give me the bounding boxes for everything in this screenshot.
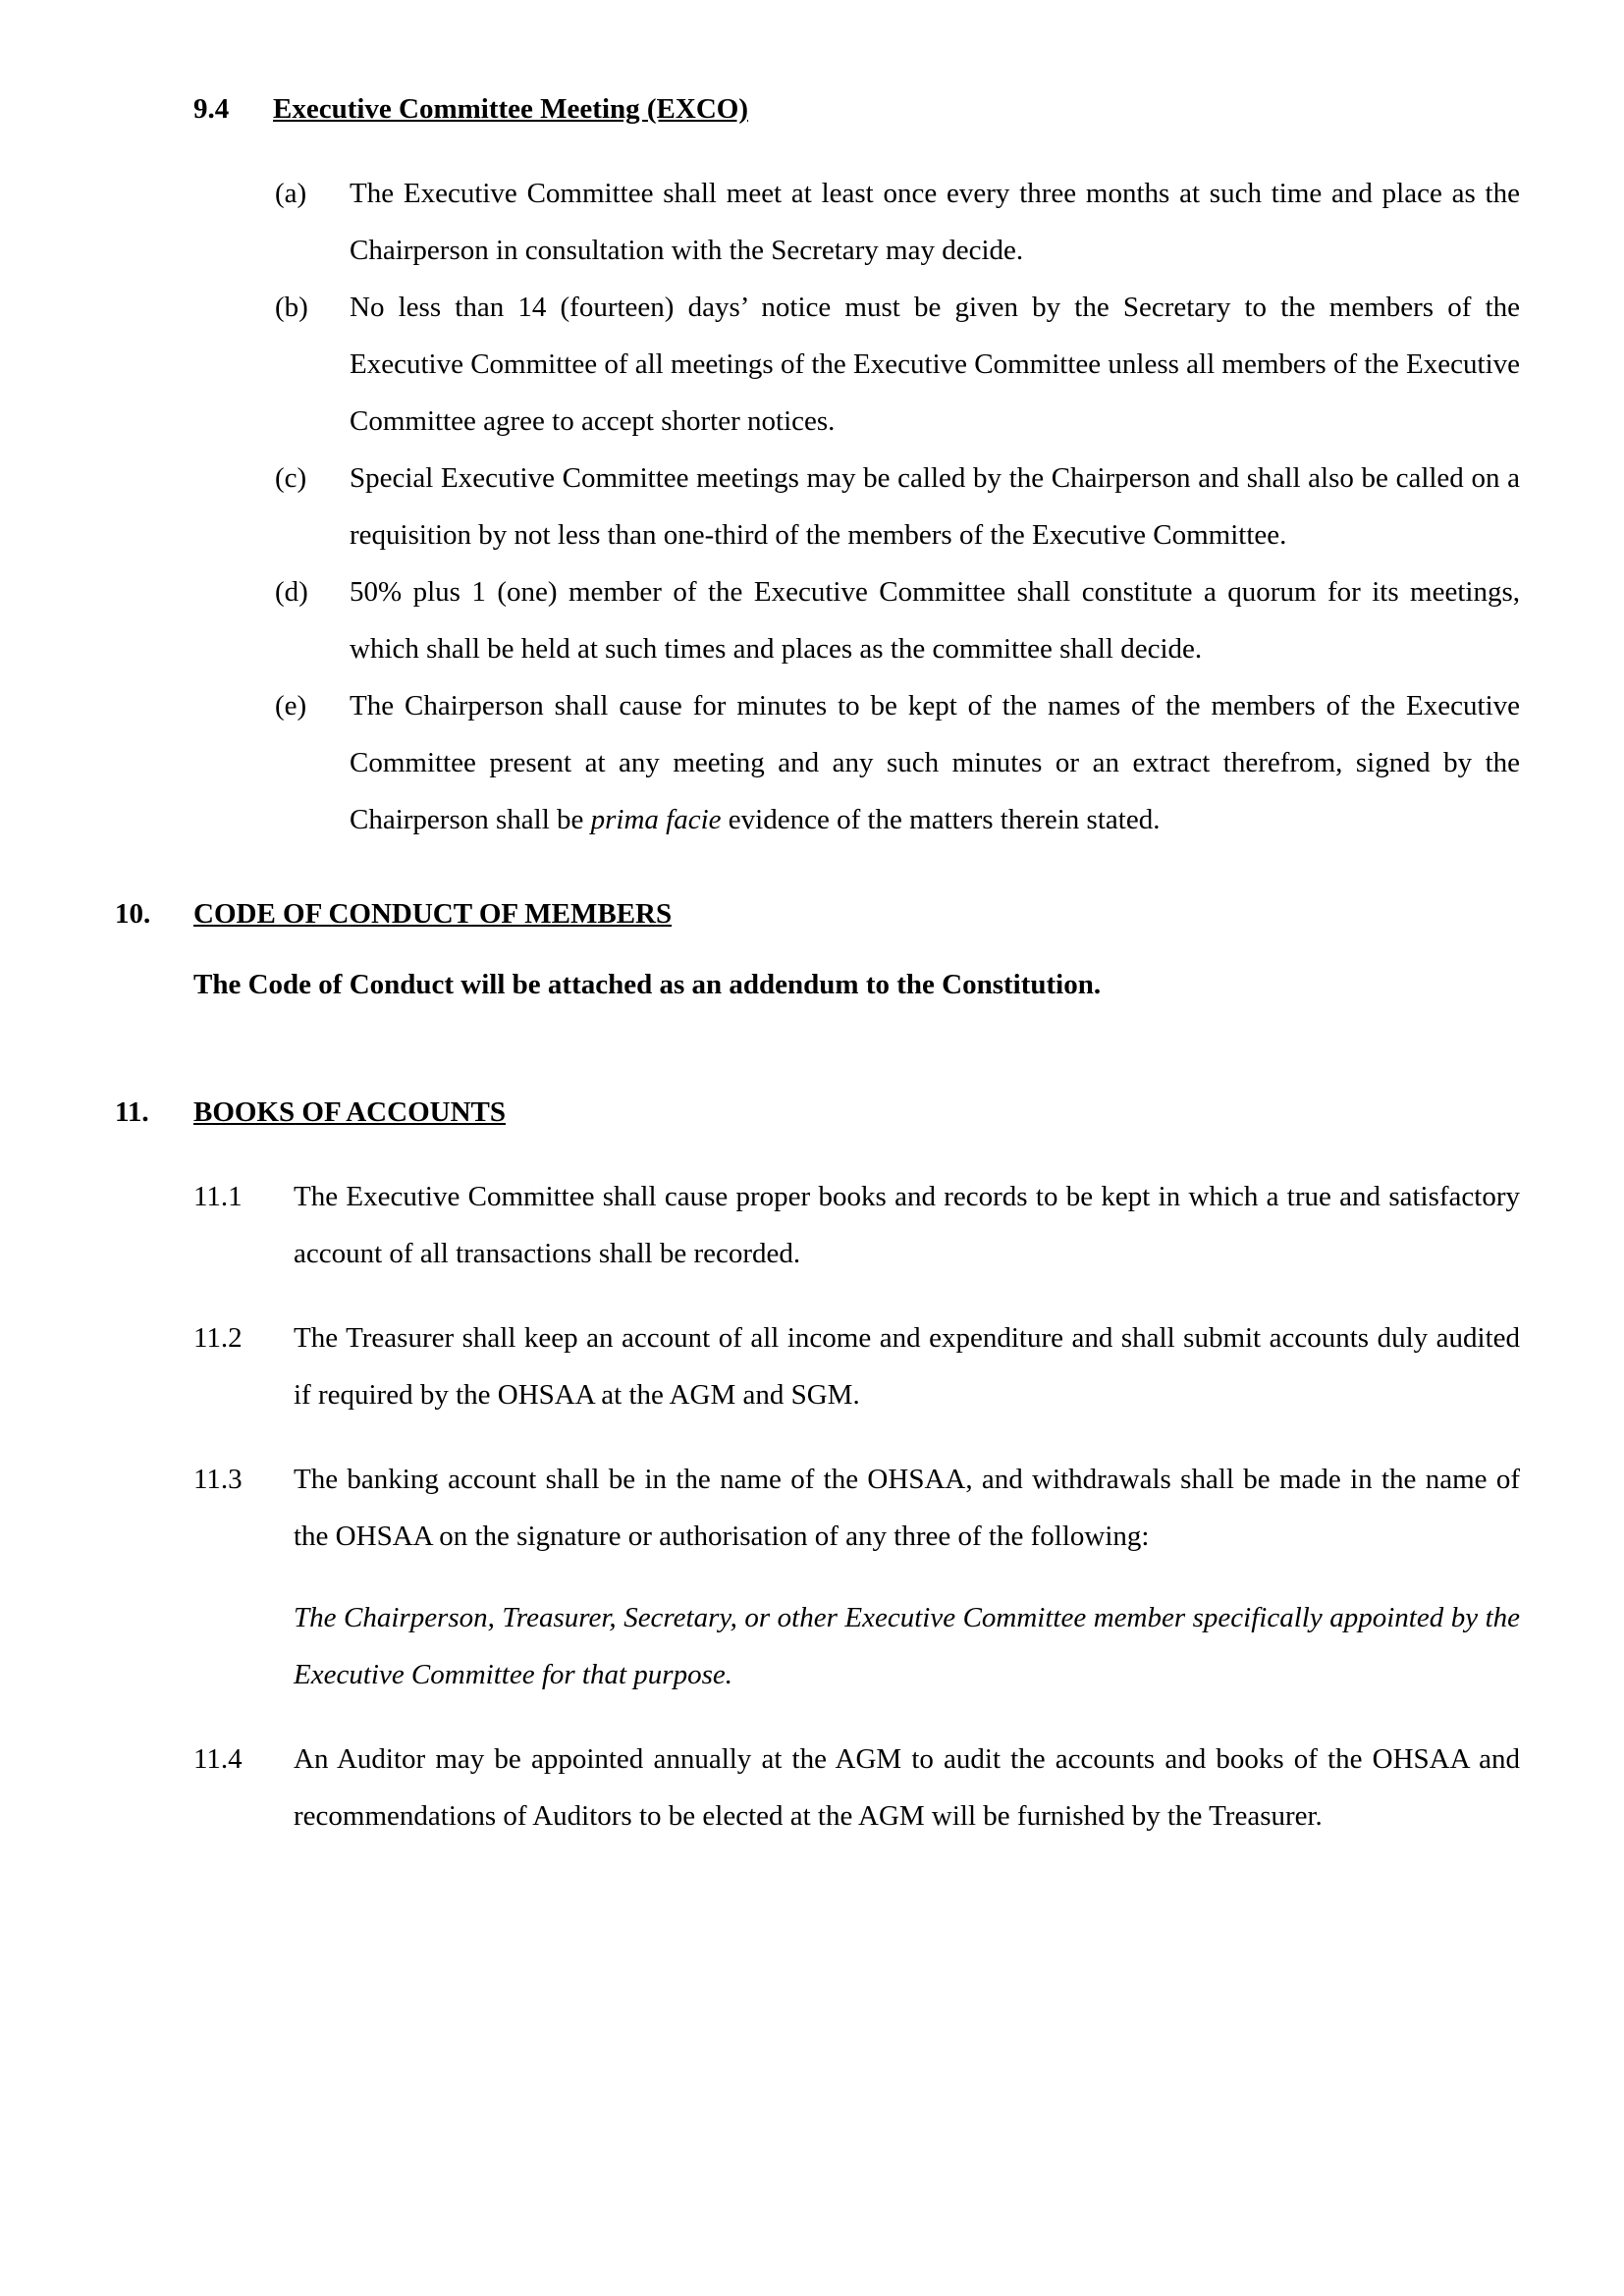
clause-a-text: The Executive Committee shall meet at least once every three months at such time and place as the Chairperson in consultation with the Secretary may decide.	[350, 178, 1520, 266]
section-9-4-title: Executive Committee Meeting (EXCO)	[273, 93, 748, 125]
clause-a	[115, 165, 1520, 279]
clause-b-text: No less than 14 (fourteen) days’ notice must be given by the Secretary to the members of the Executive Committee of all meetings of the Executive Committee unless all members of the Executive Committee agree to accept shorter notices.	[350, 292, 1520, 437]
section-10-title: CODE OF CONDUCT OF MEMBERS	[193, 898, 673, 930]
section-11-number: 11.	[115, 1096, 149, 1128]
subsection-11-3	[115, 1451, 1520, 1565]
clause-c-label: (c)	[275, 462, 307, 494]
clause-c	[115, 450, 1520, 563]
subsection-11-1-text: The Executive Committee shall cause proper books and records to be kept in which a true and satisfactory account of all transactions shall be recorded.	[294, 1181, 1520, 1269]
clause-e-text-before: The Chairperson shall cause for minutes to be kept of the names of the members of the Executive Committee present at any meeting and any such minutes or an extract therefrom, signed by the Chairperson shall be	[350, 690, 1520, 835]
subsection-11-3-number: 11.3	[193, 1464, 243, 1495]
section-9-4-clauses	[115, 165, 1520, 848]
clause-d-label: (d)	[275, 576, 308, 608]
clause-e-text-after: evidence of the matters therein stated.	[721, 804, 1161, 835]
clause-d	[115, 563, 1520, 677]
clause-e-label: (e)	[275, 690, 307, 721]
clause-c-text: Special Executive Committee meetings may be called by the Chairperson and shall also be called on a requisition by not less than one-third of the members of the Executive Committee.	[350, 462, 1520, 551]
clause-b-label: (b)	[275, 292, 308, 323]
section-11-title: BOOKS OF ACCOUNTS	[193, 1096, 506, 1128]
clause-a-label: (a)	[275, 178, 307, 209]
clause-e-text-italic: prima facie	[590, 804, 722, 835]
subsection-11-2-number: 11.2	[193, 1322, 243, 1354]
subsection-11-4	[115, 1731, 1520, 1844]
section-11-heading	[115, 1084, 1520, 1141]
section-10-number: 10.	[115, 898, 151, 930]
subsection-11-1-number: 11.1	[193, 1181, 243, 1212]
subsection-11-4-text: An Auditor may be appointed annually at the AGM to audit the accounts and books of the OHSAA and recommendations of Auditors to be elected at the AGM will be furnished by the Treasurer.	[294, 1743, 1520, 1832]
clause-e	[115, 677, 1520, 848]
section-10-body: The Code of Conduct will be attached as an addendum to the Constitution.	[193, 969, 1102, 1000]
section-10-heading	[115, 885, 1520, 942]
section-9-4-number: 9.4	[193, 93, 230, 125]
subsection-11-3-note: The Chairperson, Treasurer, Secretary, or other Executive Committee member specifically appointed by the Executive Committee for that purpose.	[294, 1602, 1520, 1690]
clause-e-text	[350, 677, 1520, 848]
subsection-11-3-text: The banking account shall be in the name of the OHSAA, and withdrawals shall be made in the name of the OHSAA on the signature or authorisation of any three of the following:	[294, 1464, 1520, 1552]
section-9-4-heading	[193, 80, 1520, 137]
clause-d-text: 50% plus 1 (one) member of the Executive Committee shall constitute a quorum for its meetings, which shall be held at such times and places as the committee shall decide.	[350, 576, 1520, 665]
subsection-11-1	[115, 1168, 1520, 1282]
clause-b	[115, 279, 1520, 450]
subsection-11-2-text: The Treasurer shall keep an account of all income and expenditure and shall submit accounts duly audited if required by the OHSAA at the AGM and SGM.	[294, 1322, 1520, 1411]
subsection-11-4-number: 11.4	[193, 1743, 243, 1775]
subsection-11-2	[115, 1309, 1520, 1423]
